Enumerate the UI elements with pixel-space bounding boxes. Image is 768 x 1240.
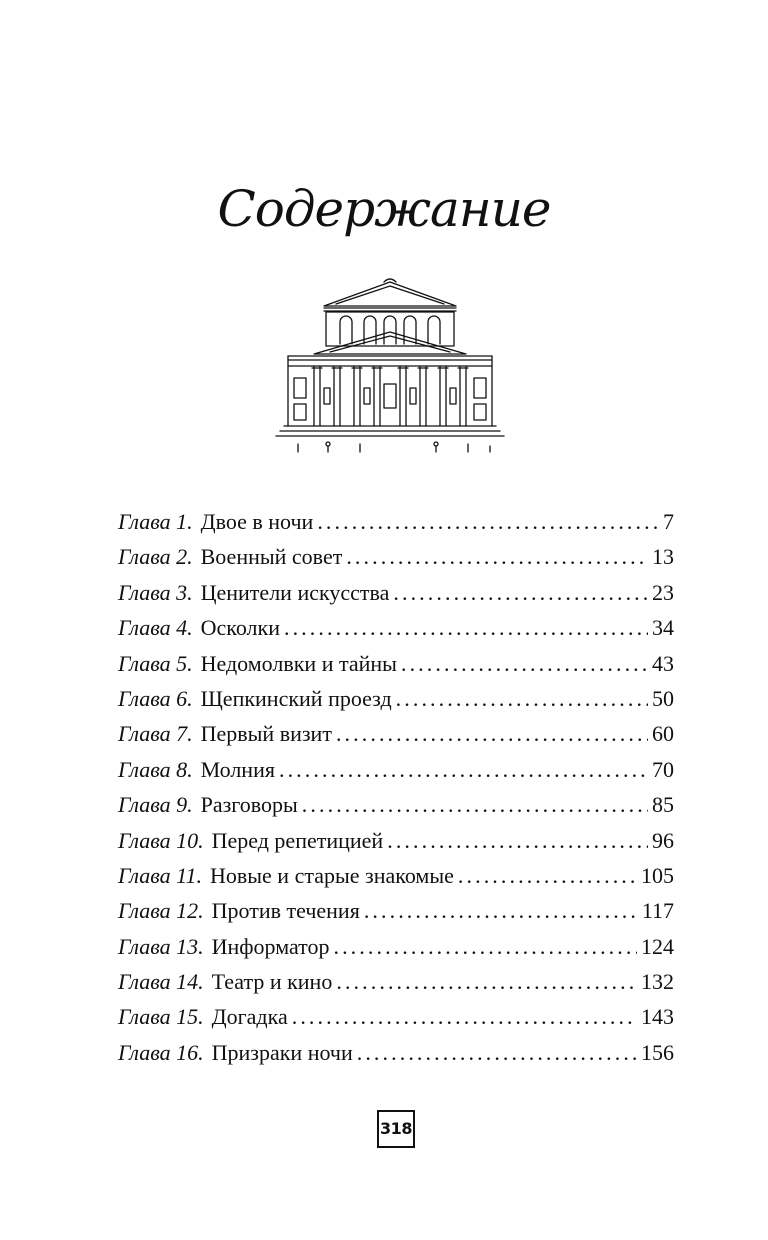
chapter-label: Глава 15. bbox=[118, 1004, 204, 1030]
chapter-title: Призраки ночи bbox=[211, 1039, 353, 1065]
dot-leader bbox=[346, 539, 648, 574]
chapter-title: Ценители искусства bbox=[200, 579, 390, 605]
toc-entry bbox=[118, 752, 674, 787]
dot-leader bbox=[279, 752, 648, 787]
table-of-contents bbox=[118, 504, 674, 1070]
chapter-title: Информатор bbox=[211, 933, 330, 959]
chapter-title: Молния bbox=[200, 756, 275, 782]
chapter-title: Щепкинский проезд bbox=[200, 685, 392, 711]
chapter-title: Перед репетицией bbox=[211, 827, 384, 853]
dot-leader bbox=[336, 716, 648, 751]
chapter-page: 43 bbox=[652, 650, 674, 676]
chapter-page: 156 bbox=[641, 1039, 674, 1065]
chapter-title: Новые и старые знакомые bbox=[209, 862, 454, 888]
toc-entry bbox=[118, 787, 674, 822]
chapter-title: Против течения bbox=[211, 898, 360, 924]
dot-leader bbox=[292, 999, 637, 1034]
toc-entry bbox=[118, 681, 674, 716]
theatre-building-illustration bbox=[268, 276, 512, 460]
dot-leader bbox=[333, 929, 637, 964]
dot-leader bbox=[364, 893, 638, 928]
toc-entry bbox=[118, 539, 674, 574]
toc-entry bbox=[118, 575, 674, 610]
dot-leader bbox=[393, 575, 648, 610]
toc-entry bbox=[118, 858, 674, 893]
chapter-title: Двое в ночи bbox=[200, 509, 314, 534]
dot-leader bbox=[357, 1035, 637, 1070]
chapter-title: Военный совет bbox=[200, 544, 343, 570]
chapter-label: Глава 13. bbox=[118, 933, 204, 959]
toc-entry bbox=[118, 999, 674, 1034]
chapter-title: Театр и кино bbox=[211, 969, 333, 995]
chapter-label: Глава 5. bbox=[118, 650, 193, 676]
chapter-page: 132 bbox=[641, 969, 674, 995]
dot-leader bbox=[302, 787, 648, 822]
page-number-box: 318 bbox=[377, 1110, 415, 1148]
chapter-label: Глава 4. bbox=[118, 615, 193, 641]
chapter-label: Глава 2. bbox=[118, 544, 193, 570]
chapter-page: 7 bbox=[663, 509, 674, 534]
toc-entry bbox=[118, 716, 674, 751]
toc-entry bbox=[118, 893, 674, 928]
chapter-label: Глава 6. bbox=[118, 685, 193, 711]
chapter-page: 34 bbox=[652, 615, 674, 641]
chapter-label: Глава 3. bbox=[118, 579, 193, 605]
chapter-label: Глава 7. bbox=[118, 721, 193, 747]
chapter-page: 85 bbox=[652, 792, 674, 818]
toc-entry bbox=[118, 610, 674, 645]
chapter-title: Осколки bbox=[200, 615, 280, 641]
chapter-title: Недомолвки и тайны bbox=[200, 650, 397, 676]
chapter-label: Глава 16. bbox=[118, 1039, 204, 1065]
chapter-label: Глава 14. bbox=[118, 969, 204, 995]
chapter-label: Глава 1. bbox=[118, 509, 193, 534]
chapter-page: 124 bbox=[641, 933, 674, 959]
dot-leader bbox=[336, 964, 637, 999]
chapter-label: Глава 10. bbox=[118, 827, 204, 853]
chapter-title: Разговоры bbox=[200, 792, 298, 818]
chapter-page: 96 bbox=[652, 827, 674, 853]
chapter-page: 70 bbox=[652, 756, 674, 782]
dot-leader bbox=[317, 504, 659, 539]
dot-leader bbox=[396, 681, 648, 716]
chapter-label: Глава 8. bbox=[118, 756, 193, 782]
dot-leader bbox=[387, 823, 648, 858]
chapter-title: Первый визит bbox=[200, 721, 332, 747]
toc-entry bbox=[118, 929, 674, 964]
chapter-label: Глава 12. bbox=[118, 898, 204, 924]
chapter-title: Догадка bbox=[211, 1004, 288, 1030]
toc-entry bbox=[118, 964, 674, 999]
chapter-page: 50 bbox=[652, 685, 674, 711]
chapter-page: 105 bbox=[641, 862, 674, 888]
toc-entry bbox=[118, 504, 674, 539]
chapter-page: 60 bbox=[652, 721, 674, 747]
dot-leader bbox=[458, 858, 637, 893]
chapter-page: 13 bbox=[652, 544, 674, 570]
toc-entry bbox=[118, 1035, 674, 1070]
toc-entry bbox=[118, 823, 674, 858]
dot-leader bbox=[401, 646, 648, 681]
chapter-page: 143 bbox=[641, 1004, 674, 1030]
chapter-label: Глава 11. bbox=[118, 862, 202, 888]
dot-leader bbox=[284, 610, 648, 645]
chapter-page: 117 bbox=[641, 898, 674, 924]
toc-entry bbox=[118, 646, 674, 681]
chapter-page: 23 bbox=[652, 579, 674, 605]
page-title: Содержание bbox=[217, 180, 551, 238]
chapter-label: Глава 9. bbox=[118, 792, 193, 818]
